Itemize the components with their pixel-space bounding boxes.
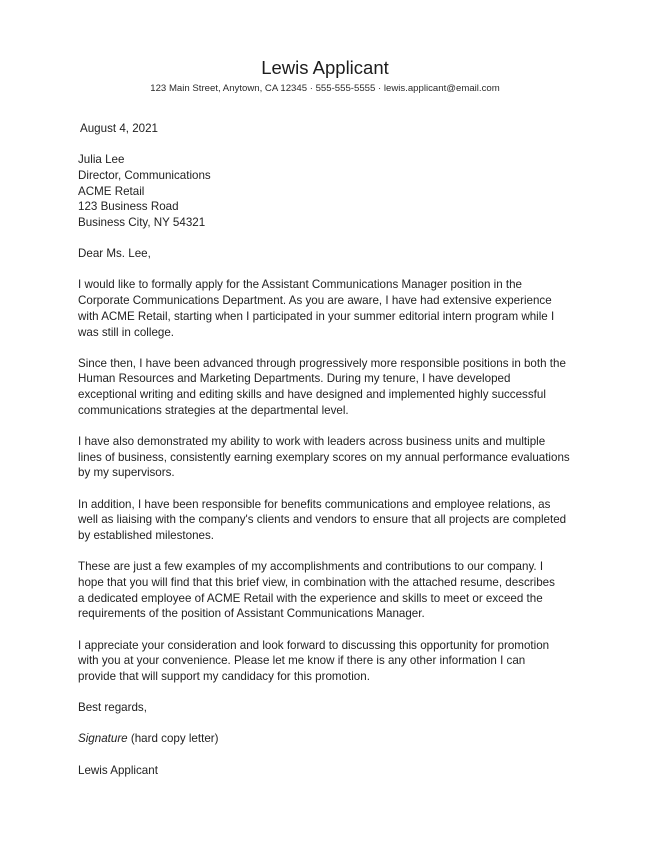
- recipient-address: [78, 152, 592, 231]
- signature-line: [78, 731, 592, 747]
- text-line: I would like to formally apply for the Assistant Communications Manager position in the: [78, 278, 522, 292]
- signed-name: Lewis Applicant: [78, 763, 158, 777]
- body-paragraph: [78, 277, 592, 340]
- body-paragraph: [78, 497, 592, 544]
- body-paragraph: [78, 559, 592, 622]
- text-line: by my supervisors.: [78, 466, 175, 480]
- text-line: Business City, NY 54321: [78, 216, 206, 230]
- body-paragraph: [78, 356, 592, 419]
- text-line: was still in college.: [78, 325, 175, 339]
- body-paragraph: [78, 434, 592, 481]
- text-line: with you at your convenience. Please let me know if there is any other information I can: [78, 654, 526, 668]
- text-line: 123 Business Road: [78, 200, 179, 214]
- text-line: communications strategies at the departmental level.: [78, 403, 349, 417]
- text-line: lines of business, consistently earning exemplary scores on my annual performance evaluations: [78, 450, 570, 464]
- text-line: exceptional writing and editing skills and have designed and implemented highly successful: [78, 388, 546, 402]
- closing: Best regards,: [78, 701, 147, 715]
- text-line: Since then, I have been advanced through progressively more responsible positions in both the: [78, 356, 566, 370]
- text-line: hope that you will find that this brief view, in combination with the attached resume, describes: [78, 575, 555, 589]
- text-line: These are just a few examples of my accomplishments and contributions to our company. I: [78, 560, 544, 574]
- sender-contact-line: 123 Main Street, Anytown, CA 12345 · 555-555-5555 · lewis.applicant@email.com: [150, 83, 500, 94]
- text-line: Corporate Communications Department. As you are aware, I have had extensive experience: [78, 294, 552, 308]
- letter-date: August 4, 2021: [80, 122, 158, 135]
- text-line: ACME Retail: [78, 184, 145, 198]
- text-line: provide that will support my candidacy for this promotion.: [78, 669, 370, 683]
- sender-name: Lewis Applicant: [261, 57, 389, 78]
- text-line: well as liaising with the company's clients and vendors to ensure that all projects are completed: [78, 513, 567, 527]
- signature-note: (hard copy letter): [127, 732, 219, 746]
- letter-header: [0, 0, 650, 95]
- text-line: Julia Lee: [78, 153, 125, 167]
- text-line: by established milestones.: [78, 529, 214, 543]
- letter-body: [0, 121, 650, 778]
- text-line: In addition, I have been responsible for benefits communications and employee relations, as: [78, 497, 551, 511]
- text-line: Director, Communications: [78, 168, 211, 182]
- salutation: Dear Ms. Lee,: [78, 247, 151, 261]
- signature-placeholder: Signature: [78, 732, 128, 746]
- text-line: I appreciate your consideration and look forward to discussing this opportunity for promotion: [78, 638, 550, 652]
- text-line: Human Resources and Marketing Departments. During my tenure, I have developed: [78, 372, 511, 386]
- text-line: with ACME Retail, starting when I participated in your summer editorial intern program while I: [78, 309, 555, 323]
- text-line: a dedicated employee of ACME Retail with the experience and skills to meet or exceed the: [78, 591, 543, 605]
- text-line: requirements of the position of Assistant Communications Manager.: [78, 607, 425, 621]
- text-line: I have also demonstrated my ability to work with leaders across business units and multiple: [78, 435, 546, 449]
- body-paragraph: [78, 638, 592, 685]
